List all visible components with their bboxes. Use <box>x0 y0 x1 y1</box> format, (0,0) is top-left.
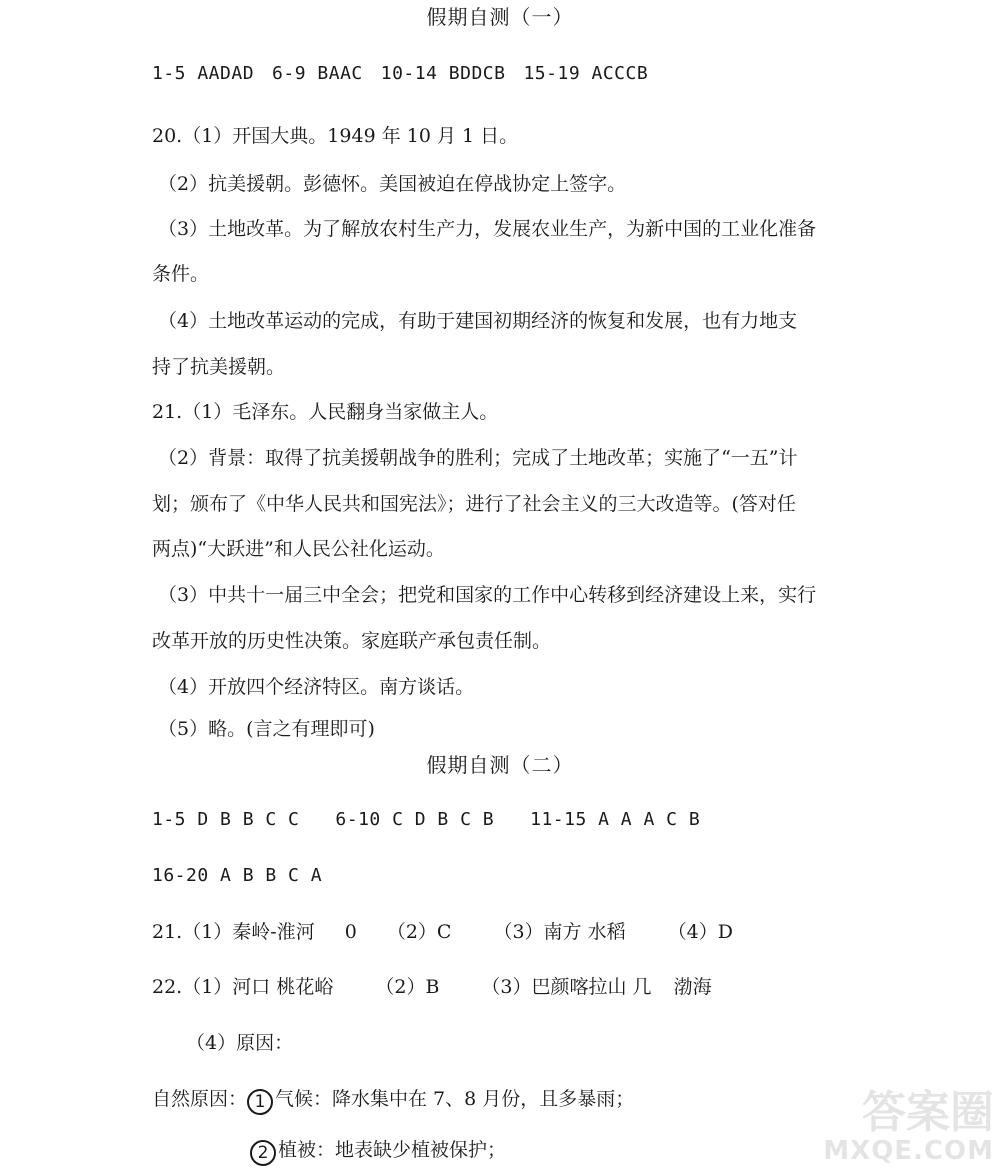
watermark-text: 答案圈 <box>862 1087 994 1138</box>
q21-part: 21.（1）秦岭-淮河 <box>152 921 315 943</box>
reason-text: 气候：降水集中在 7、8 月份，且多暴雨； <box>275 1088 635 1110</box>
q21-part: （3）南方 水稻 <box>493 921 626 943</box>
answer-line: 划；颁布了《中华人民共和国宪法》；进行了社会主义的三大改造等。(答对任 <box>152 493 796 515</box>
mc-group: 10-14 BDDCB <box>380 63 506 84</box>
answer-line-q21 <box>152 920 733 944</box>
answer-line: 条件。 <box>152 263 210 285</box>
section-title-2: 假期自测（二） <box>426 753 574 777</box>
q21-part: 0 <box>344 921 357 943</box>
mc-answers-row <box>152 62 648 86</box>
q22-part: 渤海 <box>673 976 712 998</box>
mc-answers-row <box>152 808 700 832</box>
answer-line <box>152 1087 634 1115</box>
answer-line: （2）背景：取得了抗美援朝战争的胜利；完成了土地改革；实施了“一五”计 <box>158 447 798 469</box>
answer-line: 持了抗美援朝。 <box>152 356 286 378</box>
answer-line: 21.（1）毛泽东。人民翻身当家做主人。 <box>152 401 499 423</box>
answer-line: 改革开放的历史性决策。家庭联产承包责任制。 <box>152 630 552 652</box>
mc-answers-row: 16-20 A B B C A <box>152 865 323 886</box>
mc-group: 11-15 A A A C B <box>530 809 701 830</box>
q22-part: （2）B <box>375 976 440 998</box>
answer-line: （5）略。(言之有理即可) <box>158 718 375 740</box>
answer-line: （4）开放四个经济特区。南方谈话。 <box>158 676 475 698</box>
mc-group: 1-5 AADAD <box>152 63 255 84</box>
answer-line <box>250 1138 506 1166</box>
answer-line: 20.（1）开国大典。1949 年 10 月 1 日。 <box>152 125 519 147</box>
q21-part: （2）C <box>386 921 452 943</box>
section-title-1: 假期自测（一） <box>426 5 574 29</box>
mc-group: 6-10 C D B C B <box>335 809 495 830</box>
watermark-logo <box>804 1088 994 1168</box>
answer-line: （4）原因： <box>186 1032 294 1054</box>
reason-label: 自然原因： <box>152 1088 248 1110</box>
circled-number: 1 <box>247 1089 273 1115</box>
mc-group: 1-5 D B B C C <box>152 809 300 830</box>
q22-part: 22.（1）河口 桃花峪 <box>152 976 334 998</box>
answer-line: （3）中共十一届三中全会；把党和国家的工作中心转移到经济建设上来，实行 <box>158 584 817 606</box>
answer-line: （3）土地改革。为了解放农村生产力，发展农业生产，为新中国的工业化准备 <box>158 218 817 240</box>
reason-text: 植被：地表缺少植被保护； <box>278 1139 507 1161</box>
answer-line: 两点)“大跃进”和人民公社化运动。 <box>152 538 445 560</box>
answer-line: （4）土地改革运动的完成，有助于建国初期经济的恢复和发展，也有力地支 <box>158 310 798 332</box>
mc-group: 6-9 BAAC <box>272 63 363 84</box>
answer-line: （2）抗美援朝。彭德怀。美国被迫在停战协定上签字。 <box>158 173 627 195</box>
mc-group: 15-19 ACCCB <box>523 63 649 84</box>
q22-part: （3）巴颜喀拉山 几 <box>481 976 652 998</box>
answer-line-q22 <box>152 975 712 999</box>
circled-number: 2 <box>250 1140 276 1166</box>
watermark-url: MXQE.COM <box>823 1136 994 1166</box>
q21-part: （4）D <box>667 921 733 943</box>
